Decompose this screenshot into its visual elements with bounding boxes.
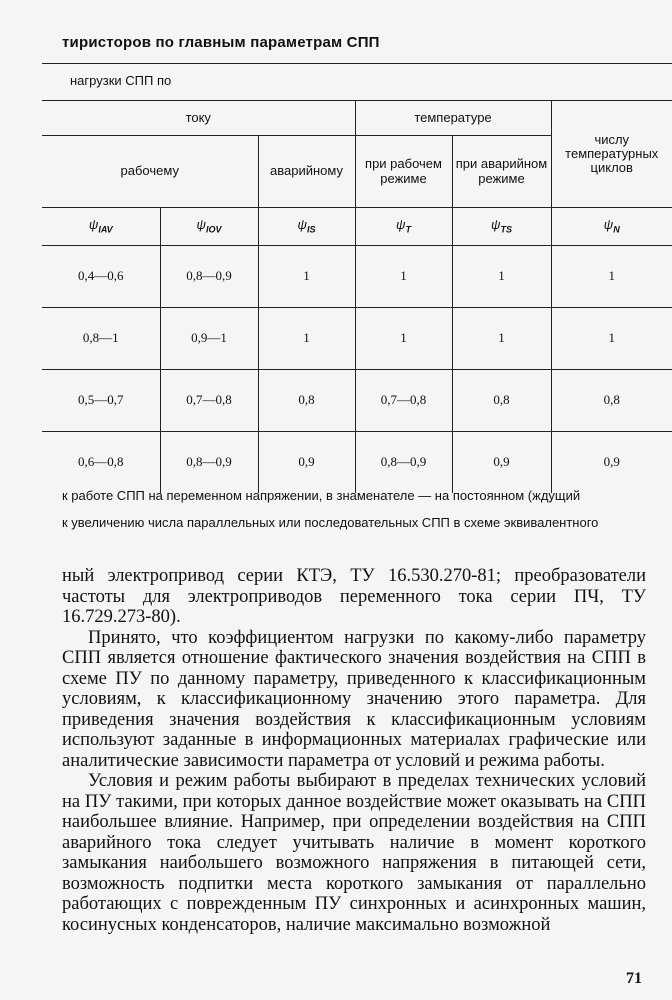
header-working: рабочему <box>42 136 258 208</box>
symbol-cell <box>355 208 452 246</box>
header-current: току <box>42 101 355 136</box>
symbol-cell <box>551 208 672 246</box>
symbol-base: ψ <box>88 216 99 232</box>
table-row <box>42 246 672 308</box>
top-rule <box>42 63 672 64</box>
table-cell: 1 <box>551 308 672 370</box>
table-cell: 0,9 <box>452 432 551 494</box>
header-emergency: аварийному <box>258 136 355 208</box>
symbol-subscript: IS <box>306 224 316 235</box>
table-row <box>42 432 672 494</box>
table-sub-label: нагрузки СПП по <box>70 73 172 88</box>
symbol-cell <box>42 208 160 246</box>
paragraph-2: Принято, что коэффициентом нагрузки по какому-либо параметру СПП является отношение фактического значения воздействия на СПП в схеме ПУ по данному параметру, приведенного к классификационным условиям, к классификационному значению этого параметра. Для приведения значения воздействия к классификационным условиям используют заданные в информационных материалах графические или аналитические зависимости параметра от условий и режима работы. <box>62 627 646 771</box>
table-cell: 0,8—0,9 <box>160 246 258 308</box>
table-cell: 1 <box>355 308 452 370</box>
header-temp-emergency: при аварийном режиме <box>452 136 551 208</box>
table-note-2: к увеличению числа параллельных или последовательных СПП в схеме эквивалентного <box>62 515 599 530</box>
symbol-subscript: TS <box>500 224 512 235</box>
table-row <box>42 308 672 370</box>
table-cell: 0,9 <box>258 432 355 494</box>
table-cell: 0,7—0,8 <box>160 370 258 432</box>
table-cell: 0,9 <box>551 432 672 494</box>
symbol-subscript: IOV <box>205 224 222 235</box>
table-cell: 0,5—0,7 <box>42 370 160 432</box>
table-cell: 0,8—1 <box>42 308 160 370</box>
symbol-base: ψ <box>297 216 307 232</box>
table-note-1: к работе СПП на переменном напряжении, в знаменателе — на постоянном (ждущий <box>62 488 581 503</box>
table-cell: 0,8 <box>551 370 672 432</box>
page-number: 71 <box>626 970 642 987</box>
symbol-cell <box>160 208 258 246</box>
header-cycles: числу температурных циклов <box>551 101 672 208</box>
table-cell: 1 <box>258 308 355 370</box>
parameters-table <box>42 100 672 493</box>
header-temperature: температуре <box>355 101 551 136</box>
body-text <box>62 566 646 935</box>
symbol-base: ψ <box>491 216 501 232</box>
symbol-subscript: T <box>405 224 411 235</box>
table-row <box>42 370 672 432</box>
table-cell: 0,8—0,9 <box>355 432 452 494</box>
table-cell: 0,9—1 <box>160 308 258 370</box>
symbol-base: ψ <box>196 216 206 232</box>
table-cell: 0,8 <box>258 370 355 432</box>
symbol-subscript: N <box>613 224 620 235</box>
paragraph-1: ный электропривод серии КТЭ, ТУ 16.530.270-81; преобразователи частоты для электроприводов переменного тока серии ПЧ, ТУ 16.729.273-80). <box>62 566 646 627</box>
table-cell: 0,4—0,6 <box>42 246 160 308</box>
symbol-cell <box>452 208 551 246</box>
table-cell: 0,7—0,8 <box>355 370 452 432</box>
table-cell: 0,8 <box>452 370 551 432</box>
table-cell: 1 <box>452 246 551 308</box>
symbol-base: ψ <box>603 216 614 232</box>
header-temp-working: при рабочем режиме <box>355 136 452 208</box>
table-cell: 0,6—0,8 <box>42 432 160 494</box>
table-cell: 1 <box>258 246 355 308</box>
paragraph-3: Условия и режим работы выбирают в пределах технических условий на ПУ такими, при которых данное воздействие может оказывать на СПП наибольшее влияние. Например, при определении воздействия на СПП аварийного тока следует учитывать наличие в момент короткого замыкания наибольшего возможного напряжения в питающей сети, возможность подпитки места короткого замыкания от параллельно работающих с поврежденным ПУ синхронных и асинхронных машин, косинусных конденсаторов, наличие максимально возможной <box>62 771 646 935</box>
symbol-base: ψ <box>396 216 406 232</box>
symbol-cell <box>258 208 355 246</box>
table-cell: 1 <box>452 308 551 370</box>
page-header: тиристоров по главным параметрам СПП <box>62 34 380 51</box>
table-cell: 0,8—0,9 <box>160 432 258 494</box>
table-cell: 1 <box>551 246 672 308</box>
symbol-subscript: IAV <box>98 224 113 235</box>
table-cell: 1 <box>355 246 452 308</box>
